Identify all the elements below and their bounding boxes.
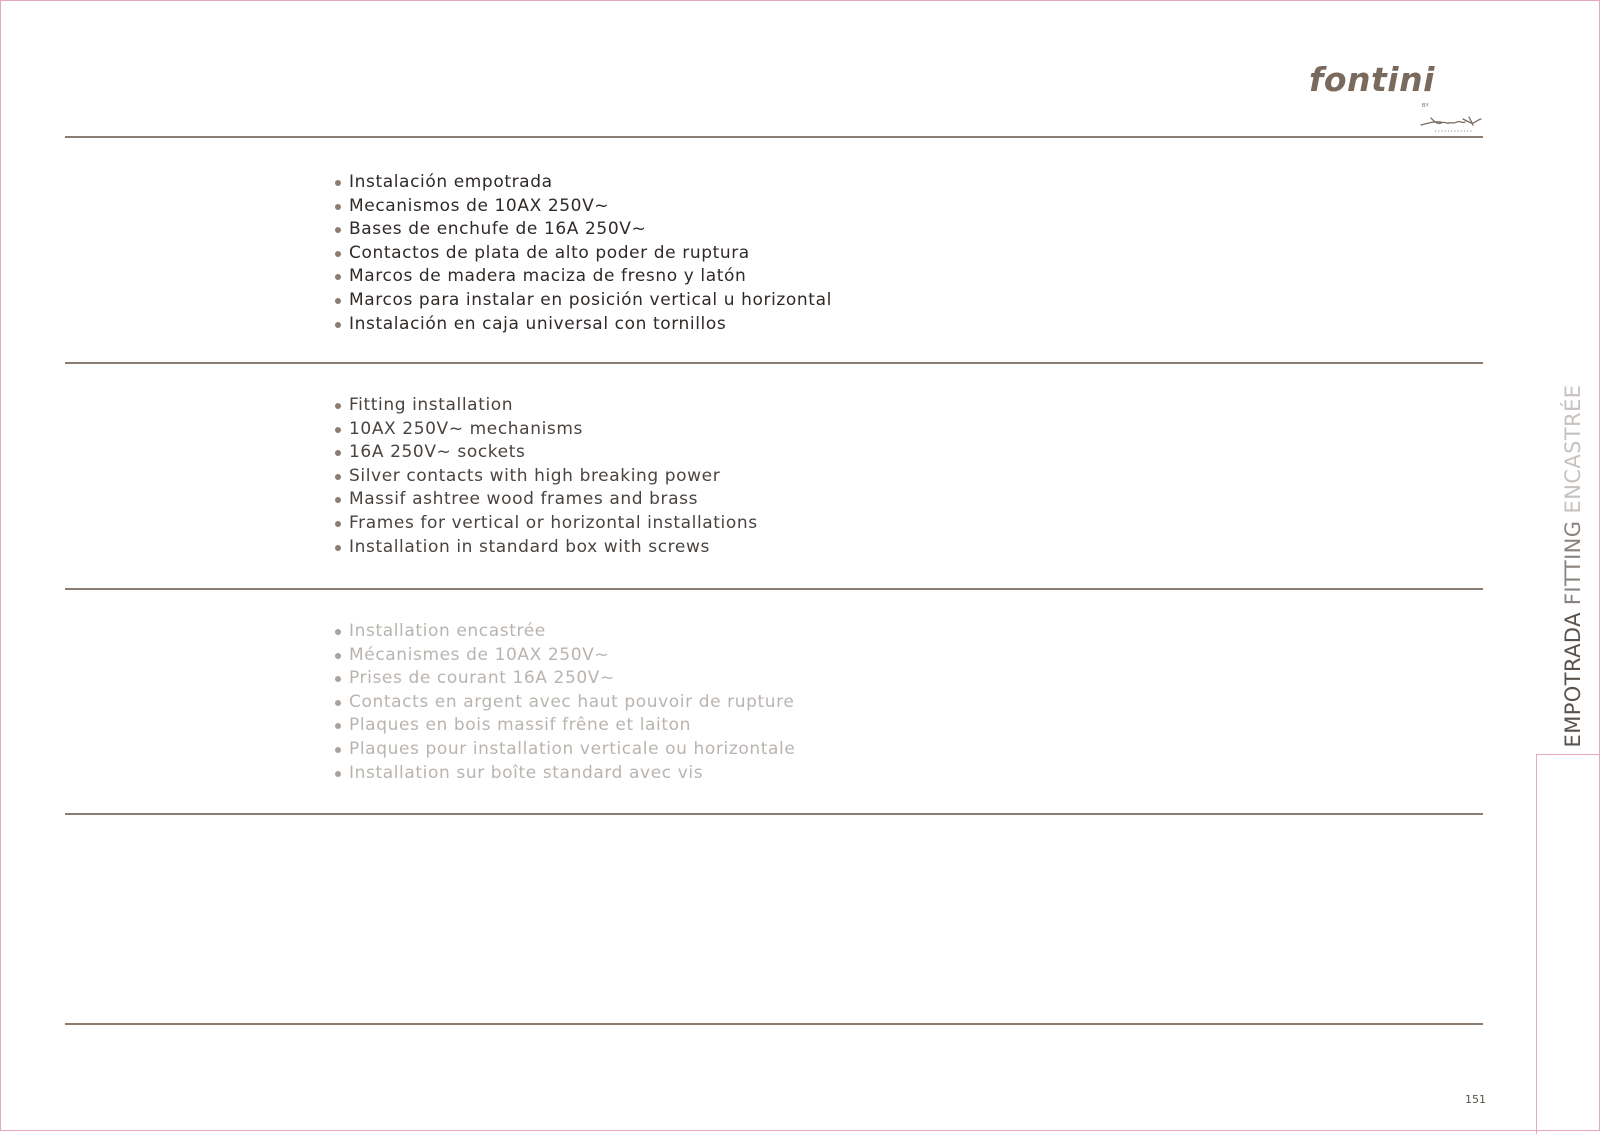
list-item: 10AX 250V~ mechanisms bbox=[334, 418, 758, 442]
list-item: Silver contacts with high breaking power bbox=[334, 465, 758, 489]
signature-mark-icon bbox=[1419, 111, 1485, 135]
list-item: Marcos de madera maciza de fresno y latón bbox=[334, 265, 832, 289]
list-item: Instalación empotrada bbox=[334, 171, 832, 195]
list-item: Installation in standard box with screws bbox=[334, 536, 758, 560]
divider-fr-bottom bbox=[65, 813, 1483, 815]
divider-top bbox=[65, 136, 1483, 138]
feature-list-french bbox=[334, 620, 795, 785]
page-number: 151 bbox=[1465, 1093, 1486, 1106]
list-item: Contacts en argent avec haut pouvoir de rupture bbox=[334, 691, 795, 715]
brand-wordmark: fontini bbox=[1309, 60, 1435, 99]
side-title-en: FITTING bbox=[1561, 520, 1585, 606]
brand-logo bbox=[1309, 59, 1489, 139]
list-item: Prises de courant 16A 250V~ bbox=[334, 667, 795, 691]
list-item: 16A 250V~ sockets bbox=[334, 441, 758, 465]
list-item: Contactos de plata de alto poder de ruptura bbox=[334, 242, 832, 266]
list-item: Plaques en bois massif frêne et laiton bbox=[334, 714, 795, 738]
side-title-fr: ENCASTRÉE bbox=[1561, 384, 1585, 514]
list-item: Installation sur boîte standard avec vis bbox=[334, 762, 795, 786]
side-title-es: EMPOTRADA bbox=[1561, 612, 1585, 748]
divider-es-en bbox=[65, 362, 1483, 364]
side-tab-panel bbox=[1536, 754, 1600, 1134]
feature-list-english bbox=[334, 394, 758, 559]
list-item: Plaques pour installation verticale ou horizontale bbox=[334, 738, 795, 762]
list-item: Installation encastrée bbox=[334, 620, 795, 644]
divider-footer bbox=[65, 1023, 1483, 1025]
divider-en-fr bbox=[65, 588, 1483, 590]
list-item: Marcos para instalar en posición vertical u horizontal bbox=[334, 289, 832, 313]
list-item: Bases de enchufe de 16A 250V~ bbox=[334, 218, 832, 242]
list-item: Mecanismos de 10AX 250V~ bbox=[334, 195, 832, 219]
list-item: Massif ashtree wood frames and brass bbox=[334, 488, 758, 512]
list-item: Mécanismes de 10AX 250V~ bbox=[334, 644, 795, 668]
feature-list-spanish bbox=[334, 171, 832, 336]
list-item: Fitting installation bbox=[334, 394, 758, 418]
side-section-title bbox=[1561, 385, 1585, 748]
list-item: Instalación en caja universal con tornillos bbox=[334, 313, 832, 337]
brand-by-label: BY bbox=[1422, 103, 1430, 109]
list-item: Frames for vertical or horizontal installations bbox=[334, 512, 758, 536]
